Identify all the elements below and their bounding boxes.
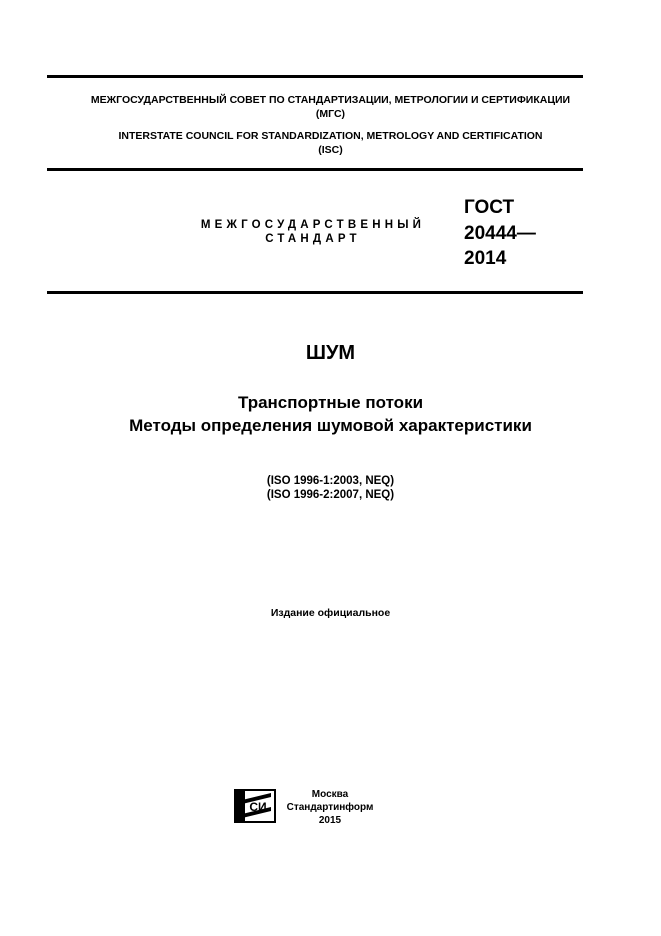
- gost-year: 2014: [464, 248, 507, 269]
- edition-label: Издание официальное: [270, 607, 391, 619]
- logo-letters: СИ: [249, 800, 267, 814]
- gost-number: 20444—: [464, 223, 536, 244]
- publisher-name: Стандартинформ: [286, 802, 374, 813]
- council-ru: МЕЖГОСУДАРСТВЕННЫЙ СОВЕТ ПО СТАНДАРТИЗАЦИИ, МЕТРОЛОГИИ И СЕРТИФИКАЦИИ: [90, 94, 571, 106]
- council-en-abbr: (ISC): [318, 144, 343, 156]
- gost-label: ГОСТ: [464, 197, 515, 218]
- iso-reference-1: (ISO 1996-1:2003, NEQ): [266, 475, 395, 487]
- publisher-year: 2015: [318, 815, 342, 826]
- document-subtitle-1: Транспортные потоки: [237, 393, 424, 412]
- publisher-city: Москва: [311, 789, 349, 800]
- document-subtitle-2: Методы определения шумовой характеристики: [129, 416, 532, 435]
- standard-rule: [47, 291, 583, 294]
- council-en: INTERSTATE COUNCIL FOR STANDARDIZATION, METROLOGY AND CERTIFICATION: [118, 130, 543, 142]
- iso-reference-2: (ISO 1996-2:2007, NEQ): [266, 489, 395, 501]
- header-rule: [47, 168, 583, 171]
- standartinform-logo-icon: [233, 787, 277, 825]
- top-rule: [47, 75, 583, 78]
- document-title: ШУМ: [305, 342, 356, 364]
- standard-type-line2: СТАНДАРТ: [265, 233, 361, 245]
- standard-type-line1: МЕЖГОСУДАРСТВЕННЫЙ: [200, 219, 426, 231]
- council-ru-abbr: (МГС): [315, 108, 346, 120]
